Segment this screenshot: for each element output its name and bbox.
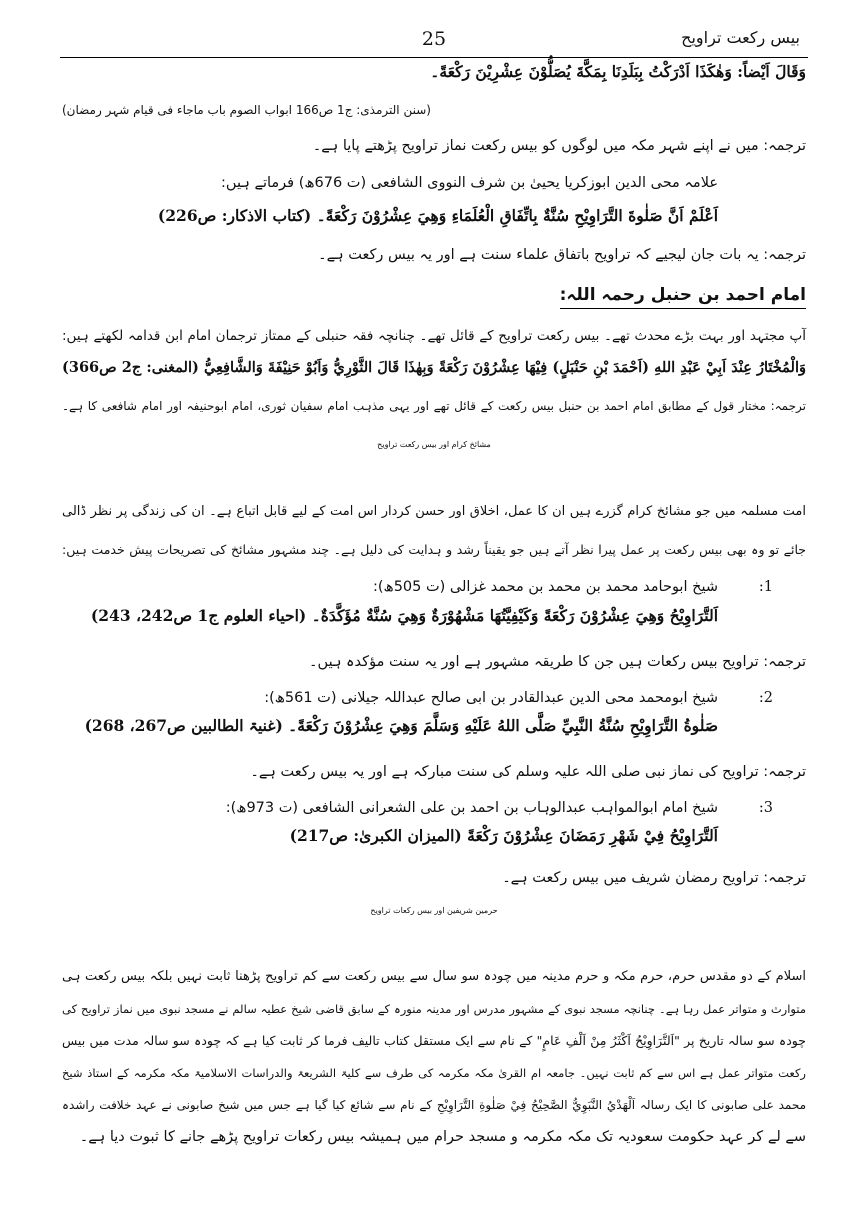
- sheikh-name-jilani: شیخ ابومحمد محی الدین عبدالقادر بن ابی صالح عبداللہ جیلانی (ت 561ھ):: [264, 690, 718, 706]
- sheikh-name-ghazali: شیخ ابوحامد محمد بن محمد بن محمد غزالی (ت 505ھ):: [373, 579, 718, 595]
- translation-line: ترجمہ: میں نے اپنے شہر مکہ میں لوگوں کو بیس رکعت نماز تراویح پڑھتے پایا ہے۔: [312, 138, 806, 154]
- paragraph-line: محمد علی صابونی کا ایک رسالہ اَلْهَدْيُ النَّبَوِيُّ الصَّحِيْحُ فِيْ صَلٰوةِ التَّرَاوِيْحِ کے نام سے شائع کیا گیا ہے جس میں شیخ صابونی نے عہد خلافت راشدہ: [62, 1098, 806, 1112]
- paragraph-line: سے لے کر عہد حکومت سعودیہ تک مکہ مکرمہ و مسجد حرام میں ہمیشہ بیس رکعات تراویح پڑھے جانے کا ثبوت دیا ہے۔: [79, 1129, 806, 1145]
- paragraph-line: جائے تو وہ بھی بیس رکعت پر عمل پیرا نظر آتے ہیں جو یقیناً رشد و ہدایت کی دلیل ہے۔ چند مشہور مشائخ کی تصریحات پیش خدمت ہیں:: [62, 542, 806, 557]
- sheikh-name-shaarani: شیخ امام ابوالمواہب عبدالوہاب بن احمد بن علی الشعرانی الشافعی (ت 973ھ):: [225, 800, 718, 816]
- paragraph-line: چودہ سو سالہ تاریخ پر "اَلتَّرَاوِيْحُ اَكْثَرُ مِنْ اَلْفِ عَامٍ" کے نام سے ایک مستقل کتاب تالیف فرما کر ثابت کیا ہے کہ چودہ سو سالہ مدت میں بیس: [62, 1033, 806, 1048]
- page-number: 25: [421, 28, 447, 50]
- section-heading: مشائخ کرام اور بیس رکعت تراویح: [377, 440, 491, 449]
- arabic-quote-jilani: صَلٰوةُ التَّرَاوِيْحِ سُنَّةُ النَّبِيِّ صَلَّى اللهُ عَلَيْهِ وَسَلَّمَ وَهِيَ عِشْرُوْنَ رَكْعَةً۔ (غنیۃ الطالبین ص267، 268): [84, 716, 718, 735]
- section-heading: حرمین شریفین اور بیس رکعات تراویح: [370, 906, 498, 915]
- arabic-quote-shaarani: اَلتَّرَاوِيْحُ فِيْ شَهْرِ رَمَضَانَ عِشْرُوْنَ رَكْعَةً (المیزان الکبریٰ: ص217): [289, 826, 718, 845]
- arabic-quote-ghazali: اَلتَّرَاوِيْحُ وَهِيَ عِشْرُوْنَ رَكْعَةً وَكَيْفِيَّتُهَا مَشْهُوْرَةٌ وَهِيَ سُنَّةٌ مُؤَكَّدَةٌ۔ (احیاء العلوم ج1 ص242، 243): [90, 606, 718, 625]
- paragraph-line: آپ مجتہد اور بہت بڑے محدث تھے۔ بیس رکعت تراویح کے قائل تھے۔ چنانچہ فقہ حنبلی کے ممتاز ترجمان امام ابن قدامہ لکھتے ہیں:: [62, 328, 806, 344]
- citation-tirmidhi: (سنن الترمذی: ج1 ص166 ابواب الصوم باب ماجاء فی قیام شہر رمضان): [62, 103, 431, 117]
- list-number: 2:: [758, 690, 773, 706]
- translation-line: ترجمہ: یہ بات جان لیجیے کہ تراویح باتفاق علماء سنت ہے اور یہ بیس رکعت ہے۔: [318, 247, 806, 263]
- author-intro-nawawi: علامہ محی الدین ابوزکریا یحییٰ بن شرف النووی الشافعی (ت 676ھ) فرماتے ہیں:: [221, 175, 718, 191]
- paragraph-line: متوارث و متواتر عمل رہا ہے۔ چنانچہ مسجد نبوی کے مشہور مدرس اور مدینہ منورہ کے سابق قاضی شیخ عطیہ سالم نے مسجد نبوی میں نماز تراویح کی: [62, 1002, 806, 1016]
- translation-line: ترجمہ: تراویح بیس رکعات ہیں جن کا طریقہ مشہور ہے اور یہ سنت مؤکدہ ہیں۔: [309, 654, 806, 670]
- translation-line: ترجمہ: مختار قول کے مطابق امام احمد بن حنبل بیس رکعت کے قائل تھے اور یہی مذہب امام سفیان ثوری، امام ابوحنیفہ اور امام شافعی کا ہے۔: [62, 399, 806, 413]
- paragraph-line: رکعت متواتر عمل ہے اس سے کم ثابت نہیں۔ جامعہ ام القریٰ مکہ مکرمہ کی طرف سے کلیۃ الشریعۃ والدراسات الاسلامیۃ مکہ مکرمہ کے استاذ شیخ: [62, 1066, 806, 1080]
- list-number: 3:: [758, 800, 773, 816]
- arabic-quote-tirmidhi: وَقَالَ اَيْضاً: وَهٰكَذَا اَدْرَكْتُ بِبَلَدِنَا بِمَكَّةَ يُصَلُّوْنَ عِشْرِيْنَ رَكْعَةً۔: [430, 62, 806, 81]
- translation-line: ترجمہ: تراویح رمضان شریف میں بیس رکعت ہے۔: [502, 870, 806, 886]
- running-title: بیس رکعت تراویح: [681, 28, 800, 47]
- arabic-quote-ibn-qudamah: وَالْمُخْتَارُ عِنْدَ اَبِيْ عَبْدِ اللهِ (اَحْمَدَ بْنِ حَنْبَلٍ) فِيْهَا عِشْرُوْنَ رَكْعَةً وَبِهٰذَا قَالَ الثَّوْرِيُّ وَاَبُوْ حَنِيْفَةَ وَالشَّافِعِيُّ (المغنی: ج2 ص366): [62, 359, 806, 376]
- paragraph-line: امت مسلمہ میں جو مشائخ کرام گزرے ہیں ان کا عمل، اخلاق اور حسن کردار اس امت کے لیے قابل اتباع ہے۔ ان کی زندگی پر نظر ڈالی: [62, 504, 806, 519]
- arabic-quote-nawawi: اَعْلَمْ اَنَّ صَلٰوةَ التَّرَاوِيْحِ سُنَّةٌ بِاتِّفَاقِ الْعُلَمَاءِ وَهِيَ عِشْرُوْنَ رَكْعَةً۔ (کتاب الاذکار: ص226): [157, 206, 718, 225]
- translation-line: ترجمہ: تراویح کی نماز نبی صلی اللہ علیہ وسلم کی سنت مبارکہ ہے اور یہ بیس رکعت ہے۔: [250, 764, 806, 780]
- list-number: 1:: [758, 579, 773, 595]
- section-subheading: امام احمد بن حنبل رحمہ اللہ:: [560, 284, 806, 309]
- paragraph-line: اسلام کے دو مقدس حرم، حرم مکہ و حرم مدینہ میں چودہ سو سال سے بیس رکعت سے کم تراویح پڑھنا ثابت نہیں بلکہ بیس رکعت ہی: [62, 969, 806, 984]
- header-rule: [60, 57, 808, 58]
- page-header: [60, 24, 808, 54]
